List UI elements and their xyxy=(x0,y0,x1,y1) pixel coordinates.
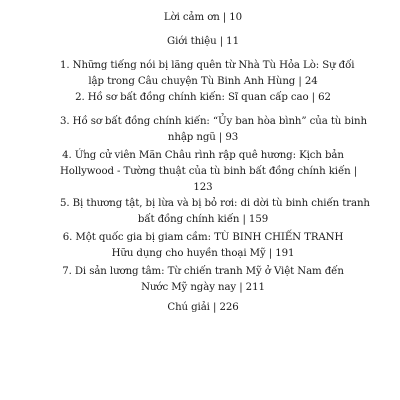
toc-line: Hữu dụng cho huyền thoại Mỹ | 191 xyxy=(111,248,295,259)
toc-line: Chú giải | 226 xyxy=(167,302,239,313)
toc-entry-chapter-6 xyxy=(60,230,346,262)
toc-line: 5. Bị thương tật, bị lừa và bị bỏ rơi: di dời tù binh chiến tranh xyxy=(60,198,370,209)
toc-line: Lời cảm ơn | 10 xyxy=(163,12,243,23)
toc-line: 6. Một quốc gia bị giam cầm: TÙ BINH CHIẾN TRANH xyxy=(62,232,344,243)
toc-line: 7. Di sản lương tâm: Từ chiến tranh Mỹ ở Việt Nam đến xyxy=(62,266,344,277)
toc-entry-notes xyxy=(60,300,346,316)
toc-entry-chapter-4 xyxy=(60,148,358,196)
toc-line: 2. Hồ sơ bất đồng chính kiến: Sĩ quan cấp cao | 62 xyxy=(75,92,331,103)
toc-entry-chapter-7 xyxy=(60,264,346,296)
toc-entry-acknowledgements xyxy=(60,10,346,26)
toc-line: Hollywood - Tường thuật của tù binh bất đồng chính kiến | xyxy=(60,166,358,177)
toc-line: lập trong Câu chuyện Tù Binh Anh Hùng | 24 xyxy=(88,76,318,87)
toc-line: 123 xyxy=(193,182,213,193)
toc-line: Giới thiệu | 11 xyxy=(167,36,239,47)
toc-entry-introduction xyxy=(60,34,346,50)
toc-entry-chapter-2 xyxy=(60,90,346,106)
toc-line: 1. Những tiếng nói bị lãng quên từ Nhà Tù Hỏa Lò: Sự đối xyxy=(60,60,355,71)
toc-line: 3. Hồ sơ bất đồng chính kiến: “Ủy ban hòa bình” của tù binh xyxy=(60,116,367,127)
toc-line: 4. Ứng cử viên Mãn Châu rình rập quê hương: Kịch bản xyxy=(62,150,344,161)
toc-line: nhập ngũ | 93 xyxy=(167,132,239,143)
toc-line: Nước Mỹ ngày nay | 211 xyxy=(141,282,265,293)
toc-entry-chapter-5 xyxy=(60,196,370,228)
table-of-contents xyxy=(60,0,370,400)
toc-line: bất đồng chính kiến | 159 xyxy=(137,214,269,225)
toc-entry-chapter-3 xyxy=(60,114,367,146)
toc-entry-chapter-1 xyxy=(60,58,355,90)
